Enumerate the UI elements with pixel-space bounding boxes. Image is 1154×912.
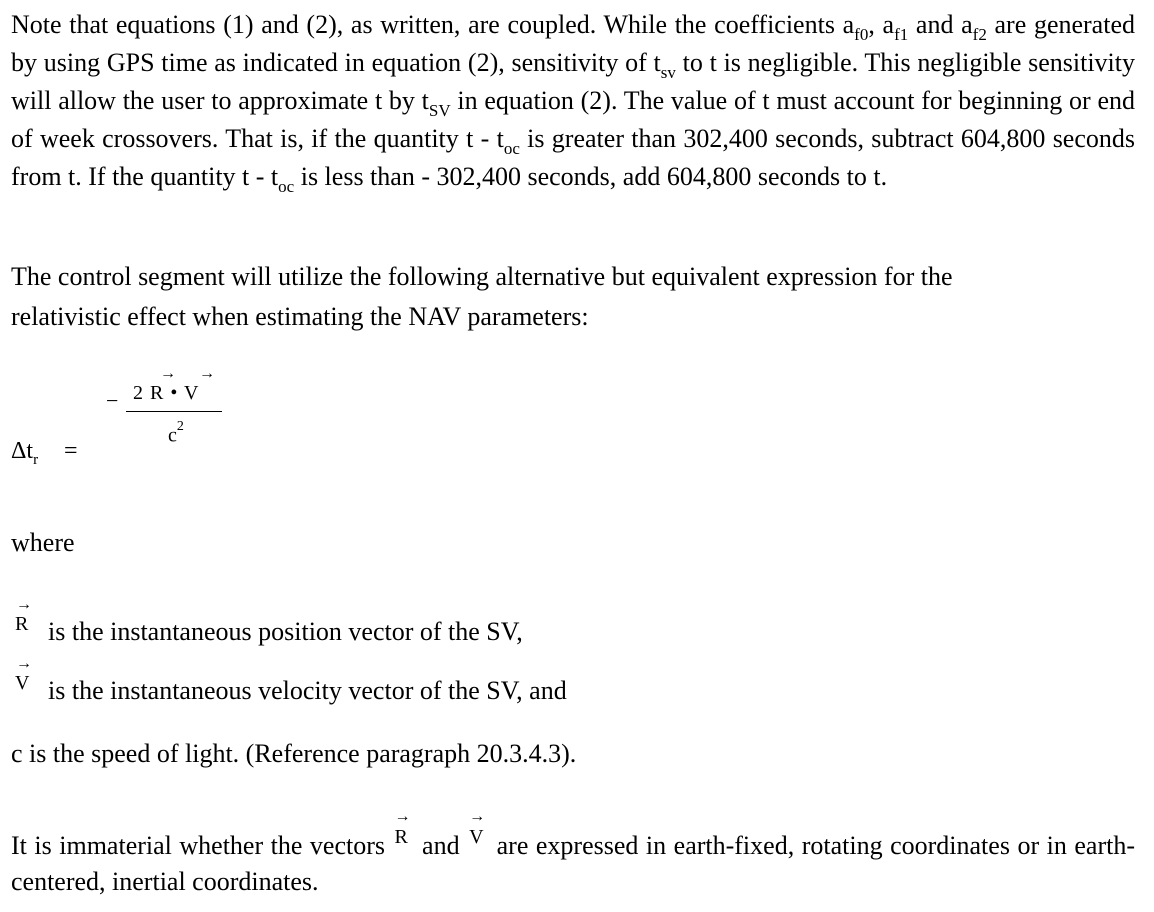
paragraph-control-segment-line2: relativistic effect when estimating the NAV parameters: <box>11 302 589 331</box>
paragraph-coordinates: It is immaterial whether the vectors → R and → V are expressed in earth-fixed, rotating coordinates or in earth-centered, inertial coordinates. <box>11 808 1135 896</box>
subscript-SV: SV <box>428 101 451 120</box>
definition-c: c is the speed of light. (Reference paragraph 20.3.4.3). <box>11 739 577 768</box>
equation-lhs: $\Delta t_r$ <box>11 438 39 468</box>
subscript-f2: f2 <box>972 25 987 44</box>
subscript-sv: sv <box>660 63 676 82</box>
vector-arrow-icon: → <box>16 596 32 613</box>
paragraph-control-segment-line1: The control segment will utilize the following alternative but equivalent expression for the <box>11 262 953 291</box>
where-label: where <box>11 528 75 557</box>
equation-equals: = <box>64 438 78 464</box>
vector-V-symbol: V <box>15 672 30 694</box>
subscript-oc: oc <box>278 177 295 196</box>
equation-denominator: $c^2$ <box>168 419 184 447</box>
paragraph-time-correction: Note that equations (1) and (2), as written, are coupled. While the coefficients $a_{f0}$, $a_{f1}$ and $a_{f2}$ are generated by using GPS time as indicated in equation (2), sensitivity of $t_{sv}$ to t is negligible. This negligible sensitivity will allow the user to approximate t by $t_{SV}$ in equation (2). The value of t must account for beginning or end of week crossovers. That is, if the quantity t - $t_{oc}$ is greater than 302,400 seconds, subtract 604,800 seconds from t. If the quantity t - $t_{oc}$ is less than - 302,400 seconds, add 604,800 seconds to t. <box>11 10 1136 196</box>
vector-arrow-icon: → <box>199 365 215 382</box>
definition-V: is the instantaneous velocity vector of the SV, and <box>48 676 567 705</box>
definition-R: is the instantaneous position vector of the SV, <box>48 617 523 646</box>
vector-arrow-icon: → <box>160 365 176 382</box>
equation-minus: − <box>106 388 119 413</box>
subscript-f0: f0 <box>854 25 869 44</box>
inline-vector-V: → V <box>469 808 486 848</box>
equation-numerator: 2 R • V <box>133 382 200 404</box>
inline-vector-R: → R <box>394 808 411 848</box>
vector-R-symbol: R <box>15 613 29 635</box>
fraction-bar <box>126 411 222 412</box>
subscript-f1: f1 <box>894 25 909 44</box>
subscript-oc: oc <box>503 139 520 158</box>
vector-arrow-icon: → <box>16 655 32 672</box>
